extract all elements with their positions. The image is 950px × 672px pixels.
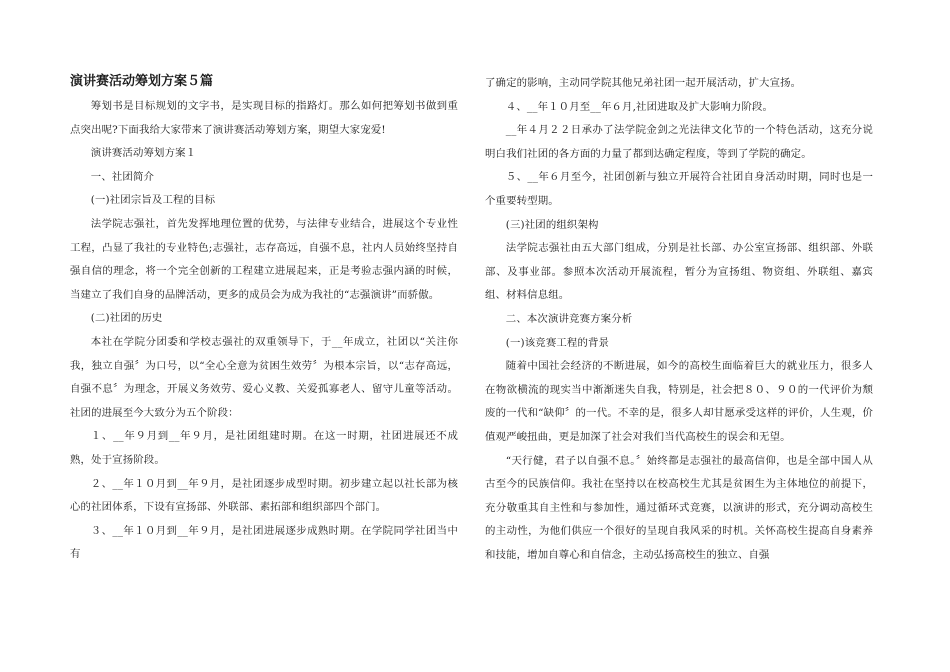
left-column	[70, 72, 458, 567]
paragraph: 法学院志强社，首先发挥地理位置的优势，与法律专业结合，进展这个专业性工程，凸显了我社的专业特色;志强社，志存高远，自强不息，社内人员始终坚持自强自信的理念，将一个完全创新的工程建立进展起来，正是考验志强内涵的时候，当建立了我们自身的品牌活动，更多的成员会为成为我社的“志强演讲”而骄傲。	[70, 217, 458, 301]
list-item: ５、__年６月至今，社团创新与独立开展符合社团自身活动时期，同时也是一个重要转型期。	[485, 171, 873, 207]
paragraph: 法学院志强社由五大部门组成，分别是社长部、办公室宣扬部、组织部、外联部、及事业部。参照本次活动开展流程，暂分为宣扬组、物资组、外联组、嘉宾组、材料信息组。	[485, 242, 873, 302]
paragraph: 筹划书是目标规划的文字书，是实现目标的指路灯。那么如何把筹划书做到重点突出呢?下面我给大家带来了演讲赛活动筹划方案，期望大家宠爱!	[70, 100, 458, 136]
paragraph: “天行健，君子以自强不息。〞始终都是志强社的最高信仰，也是全部中国人从古至今的民族信仰。我社在坚持以在校高校生尤其是贫困生为主体地位的前提下，充分敬重其自主性和与参加性，通过循环式竞赛，以演讲的形式，充分调动高校生的主动性，为他们供应一个很好的呈现自我风采的时机。关怀高校生提高自身素养和技能，增加自尊心和自信念，主动弘扬高校生的独立、自强	[485, 454, 873, 561]
subsection-heading: (一)该竞赛工程的背景	[505, 336, 610, 349]
section-heading: 演讲赛活动筹划方案１	[90, 147, 197, 160]
subsection-heading: (一)社团宗旨及工程的目标	[90, 194, 216, 207]
paragraph: __年４月２２日承办了法学院金剑之光法律文化节的一个特色活动，这充分说明白我们社团的各方面的力量了都到达确定程度，等到了学院的确定。	[485, 124, 873, 160]
subsection-heading: (三)社团的组织架构	[505, 218, 599, 231]
list-item: ４、__年１０月至__年６月,社团进取及扩大影响力阶段。	[505, 100, 774, 113]
list-item: １、__年９月到__年９月，是社团组建时期。在这一时期，社团进展还不成熟，处于宣扬阶段。	[70, 430, 458, 466]
document-title: 演讲赛活动筹划方案５篇	[70, 74, 214, 89]
list-item: ２、__年１０月到__年９月，是社团逐步成型时期。初步建立起以社长部为核心的社团体系，下设有宣扬部、外联部、素拓部和组织部四个部门。	[70, 477, 458, 514]
paragraph: 本社在学院分团委和学校志强社的双重领导下，于__年成立，社团以“关注你我，独立自强〞为口号，以“全心全意为贫困生效劳〞为根本宗旨，以“志存高远，自强不息〞为理念，开展义务效劳、爱心义教、关爱孤寡老人、留守儿童等活动。社团的进展至今大致分为五个阶段：	[70, 335, 458, 419]
right-column	[485, 72, 873, 567]
paragraph: 随着中国社会经济的不断进展，如今的高校生面临着巨大的就业压力，很多人在物欲横流的现实当中渐渐迷失自我，特别是，社会把８０、９０的一代评价为颓废的一代和“缺仰〞的一代。不幸的是，很多人却甘愿承受这样的评价，人生观，价值观严峻扭曲，更是加深了社会对我们当代高校生的误会和无望。	[485, 360, 873, 443]
list-item: ３、__年１０月到__年９月，是社团进展逐步成熟时期。在学院同学社团当中有	[70, 524, 458, 561]
subsection-heading: (二)社团的历史	[90, 312, 163, 325]
section-heading: 二、本次演讲竞赛方案分析	[505, 312, 633, 325]
section-heading: 一、社团简介	[90, 170, 155, 183]
paragraph-continued: 了确定的影响，主动同学院其他兄弟社团一起开展活动，扩大宣扬。	[485, 77, 802, 89]
